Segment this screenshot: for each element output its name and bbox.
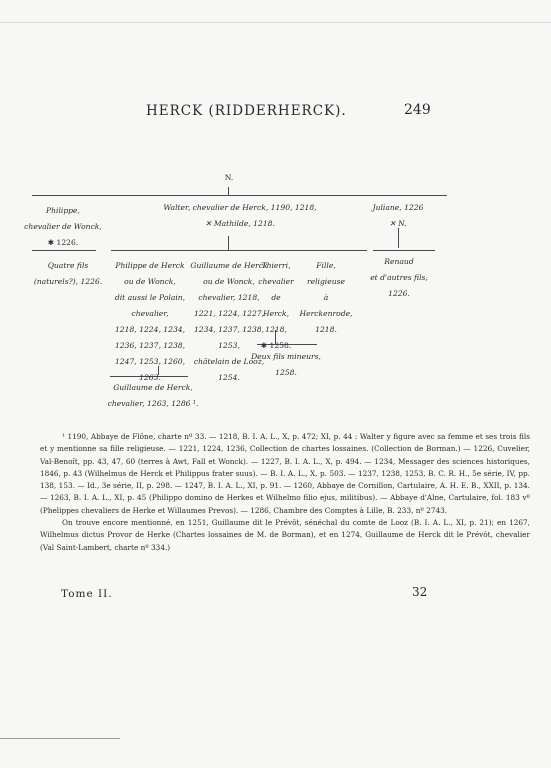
node-line: chevalier, 1263, 1286 ¹. bbox=[107, 399, 199, 408]
node-renaud bbox=[358, 254, 440, 302]
node-line: ✱ 1226. bbox=[47, 238, 79, 247]
root-label: N. bbox=[224, 173, 234, 182]
node-line: 1253, bbox=[218, 341, 240, 350]
root-stem bbox=[228, 187, 229, 195]
node-line: chevalier de Wonck, bbox=[24, 222, 102, 231]
node-line: 1218, bbox=[265, 325, 287, 334]
node-line: Herck, bbox=[262, 309, 289, 318]
footnote-paragraph: On trouve encore mentionné, en 1251, Guillaume dit le Prévôt, sénéchal du comte de Looz (B. I. A. L., XI, p. 21); en 1267, Wilhelmus dictus Provor de Herke (Chartes lossaines de M. de Borman), et en 1274, Guillaume de Herck dit le Prévôt, chevalier (Val Saint-Lambert, charte nº 334.) bbox=[40, 518, 530, 552]
node-line: ✕ N. bbox=[389, 219, 407, 228]
node-fille bbox=[296, 258, 356, 338]
node-line: Fille, bbox=[316, 261, 336, 270]
node-line: ✱ 1258. bbox=[260, 341, 292, 350]
node-line: Quatre fils bbox=[47, 261, 89, 270]
node-line: Philippe, bbox=[46, 206, 80, 215]
juliane-descent-line bbox=[373, 250, 435, 251]
node-line: (naturels?), 1226. bbox=[33, 277, 103, 286]
node-line: à bbox=[323, 293, 329, 302]
node-line: chevalier, bbox=[131, 309, 169, 318]
node-line: Thierri, bbox=[261, 261, 291, 270]
node-line: ou de Wonck, bbox=[203, 277, 255, 286]
node-line: 1263. bbox=[139, 373, 161, 382]
node-line: Juliane, 1226 bbox=[372, 203, 424, 212]
node-line: châtelain de Looz, bbox=[193, 357, 265, 366]
node-line: chevalier, 1218, bbox=[198, 293, 260, 302]
scan-edge-bottom bbox=[0, 738, 120, 739]
node-line: 1254. bbox=[218, 373, 240, 382]
node-quatre-fils bbox=[28, 258, 108, 290]
node-line: ou de Wonck, bbox=[124, 277, 176, 286]
node-guillaume-1263 bbox=[98, 380, 208, 412]
node-line: 1236, 1237, 1238, bbox=[114, 341, 186, 350]
running-title: HERCK (RIDDERHERCK). bbox=[146, 103, 347, 119]
node-line: 1247, 1253, 1260, bbox=[114, 357, 186, 366]
generation-2-line bbox=[111, 250, 367, 251]
tree-root bbox=[219, 170, 239, 186]
node-line: chevalier bbox=[258, 277, 294, 286]
node-philippe bbox=[23, 203, 103, 251]
node-deux-fils bbox=[246, 349, 326, 381]
node-line: 1258. bbox=[275, 368, 297, 377]
generation-1-line bbox=[32, 195, 447, 196]
node-line: et d'autres fils, bbox=[370, 273, 428, 282]
node-line: Deux fils mineurs, bbox=[251, 352, 321, 361]
scan-edge-top bbox=[0, 22, 551, 23]
node-line: 1234, 1237, 1238, bbox=[193, 325, 265, 334]
node-line: 1218. bbox=[315, 325, 337, 334]
node-line: de bbox=[271, 293, 281, 302]
node-line: 1221, 1224, 1227, bbox=[193, 309, 265, 318]
node-line: religieuse bbox=[306, 277, 346, 286]
node-line: ✕ Mathilde, 1218. bbox=[205, 219, 275, 228]
node-line: Herckenrode, bbox=[299, 309, 353, 318]
node-juliane bbox=[350, 200, 446, 232]
page-number: 249 bbox=[404, 102, 431, 118]
signature-mark: 32 bbox=[412, 585, 428, 599]
node-line: Walter, chevalier de Herck, 1190, 1218, bbox=[163, 203, 317, 212]
node-line: Renaud bbox=[384, 257, 414, 266]
tome-label: Tome II. bbox=[61, 588, 113, 600]
footnote-paragraph: ¹ 1190, Abbaye de Flône, charte nº 33. — 1218, B. I. A. L., X, p. 472; XI, p. 44 : Walter y figure avec sa femme et ses trois fils et y mentionne sa fille religieuse. — 1221, 1224, 1236, Collection de chartes lossaines. (Collection de Borman.) — 1226, Cuvelier, Val-Benoît, pp. 43, 47, 60 (terres à Awt, Fall et Wonck). — 1227, B. I. A. L., X, p. 494. — 1234, Messager des sciences historiques, 1846, p. 43 (Wilhelmus de Herck et Philippus frater suus). — B. I. A. L., X, p. 503. — 1237, 1238, 1253, B. C. R. H., 5e série, IV, pp. 138, 153. — Id., 3e série, II, p. 298. — 1247, B. I. A. L., XI, p. 91. — 1260, Abbaye de Cornillon, Cartulaire, A. H. E. B., XXII, p. 134. — 1263, B. I. A. L., XI, p. 45 (Philippo domino de Herkes et Wilhelmo filio ejus, militibus). — Abbaye d'Alne, Cartulaire, fol. 183 vº (Phelippes chevaliers de Herke et Willaumes Prevos). — 1286, Chambre des Comptes à Lille, B. 233, nº 2743. bbox=[40, 432, 530, 515]
node-line: dit aussi le Polain, bbox=[114, 293, 186, 302]
node-line: 1226. bbox=[388, 289, 410, 298]
footnote bbox=[40, 431, 530, 554]
node-line: Guillaume de Herck, bbox=[113, 383, 193, 392]
node-philippe-de-herck bbox=[110, 258, 190, 386]
node-line: Guillaume de Herck bbox=[190, 261, 268, 270]
walter-stem bbox=[228, 236, 229, 250]
node-thierri bbox=[254, 258, 298, 354]
node-walter bbox=[140, 200, 340, 232]
node-line: Philippe de Herck bbox=[115, 261, 185, 270]
node-line: 1218, 1224, 1234, bbox=[114, 325, 186, 334]
